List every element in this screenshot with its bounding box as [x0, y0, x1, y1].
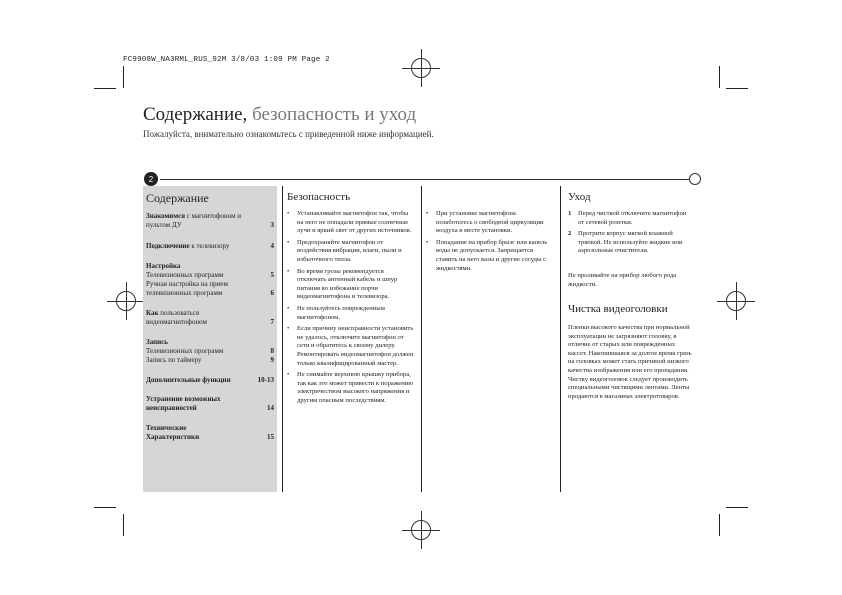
toc-page-number: 6	[270, 289, 274, 297]
crop-mark	[726, 88, 748, 89]
toc-page-number: 15	[267, 433, 274, 441]
crop-mark	[719, 66, 720, 88]
care-steps	[568, 210, 692, 259]
toc-page-number: 10-13	[257, 376, 274, 384]
toc-page-number: 9	[270, 356, 274, 364]
step-number: 1	[568, 210, 572, 217]
toc-entry-bold: Дополнительные функции	[146, 376, 231, 384]
toc-page-number: 14	[267, 404, 274, 412]
toc-entry-text: Ручная настройка на прием телевизионных программ	[146, 280, 228, 297]
crop-mark	[726, 507, 748, 508]
toc-entry-connection	[146, 242, 274, 251]
toc-entry-intro	[146, 212, 274, 230]
crop-mark	[123, 514, 124, 536]
page-number-badge: 2	[144, 172, 158, 186]
safety-item: • Во время грозы рекомендуется отключать антенный кабель и шнур питания во избежание порчи видеомагнитофона и телевизора.	[287, 268, 414, 302]
toc-page-number: 4	[270, 242, 274, 250]
toc-entry-extra	[146, 376, 274, 385]
page-title	[143, 104, 416, 126]
title-rest: безопасность и уход	[247, 104, 417, 125]
step-number: 2	[568, 230, 572, 238]
toc-entry-text: к телевизору	[189, 242, 230, 250]
toc-entry-bold: Как	[146, 309, 159, 317]
safety-item: • Устанавливайте магнитофон так, чтобы на него не попадали прямые солнечные лучи и яркий свет от других источников.	[287, 210, 414, 236]
crop-mark	[94, 88, 116, 89]
safety-item: • Если причину неисправности установить не удалось, отключите магнитофон от сети и обратитесь к своему дилеру. Ремонтировать видеомагнитофон должен только квалифицированный мастер.	[287, 325, 414, 368]
toc-entry-usage	[146, 309, 274, 327]
crop-mark	[123, 66, 124, 88]
care-step	[568, 210, 692, 227]
toc-entry-bold: Знакомимся	[146, 212, 185, 220]
registration-mark-top	[411, 58, 431, 78]
toc-entry-text: пользоваться видеомагнитофоном	[146, 309, 207, 326]
step-text: Протрите корпус мягкой влажной тряпкой. Не используйте жидкие или аэрозольные очистители.	[578, 230, 683, 255]
toc-entry-text: Телевизионных программ	[146, 347, 224, 355]
toc-entry-text: с магнитофоном и пультом ДУ	[146, 212, 241, 229]
toc-entry-bold: Подключение	[146, 242, 190, 250]
safety-list-continued	[426, 210, 553, 276]
toc-entry-text: Телевизионных программ	[146, 271, 224, 279]
toc-entry-recording	[146, 338, 274, 365]
care-note: Не проливайте на прибор любого рода жидкости.	[568, 272, 677, 288]
toc-entry-setup	[146, 262, 274, 298]
cleaning-text: Пленки высокого качества при нормальной эксплуатации не загрязняют головку, в отличие от старых или поврежденных кассет. Накопившаяся за долгое время грязь на головках может стать причиной низкого качества изображения или его пропадания. Чистку видеоголовок следует производить специальными чистящими лентами. Ленты продаются в магазинах электротоваров.	[568, 324, 692, 400]
toc-entry-text: Запись по таймеру	[146, 356, 202, 364]
safety-item: • При установке магнитофона позаботьтесь о свободной циркуляции воздуха в месте установки.	[426, 210, 553, 236]
toc-page-number: 3	[270, 221, 274, 229]
toc-entry-specs	[146, 424, 274, 442]
toc-entry-bold: Запись	[146, 338, 168, 346]
title-main: Содержание,	[143, 104, 248, 125]
crop-mark	[94, 507, 116, 508]
toc-heading: Содержание	[146, 191, 209, 205]
safety-item: • Предохраняйте магнитофон от воздействия вибрации, влаги, пыли и избыточного тепла.	[287, 239, 414, 265]
toc-entry-troubleshooting	[146, 395, 274, 413]
page-subtitle: Пожалуйста, внимательно ознакомьтесь с приведенной ниже информацией.	[143, 129, 434, 139]
registration-mark-right	[726, 291, 746, 311]
toc-entry-bold: Технические Характеристики	[146, 424, 200, 441]
step-text: Перед чисткой отключите магнитофон от сетевой розетки.	[578, 210, 687, 226]
safety-item: • Попадание на прибор брызг или капель воды не допускается. Запрещается ставить на него вазы и другие сосуды с жидкостями.	[426, 239, 553, 273]
registration-mark-bottom	[411, 520, 431, 540]
safety-item: • Не пользуйтесь поврежденным магнитофоном.	[287, 305, 414, 322]
care-step	[568, 230, 692, 256]
registration-mark-left	[116, 291, 136, 311]
toc-entry-bold: Устранение возможных неисправностей	[146, 395, 221, 412]
cleaning-heading: Чистка видеоголовки	[568, 303, 668, 315]
rule-end-circle	[689, 173, 701, 185]
safety-heading: Безопасность	[287, 191, 351, 203]
toc-page-number: 8	[270, 347, 274, 355]
print-slug: FC9908W_NA3RML_RUS_92M 3/8/03 1:09 PM Page 2	[123, 56, 330, 64]
column-divider	[560, 186, 561, 492]
safety-list	[287, 210, 414, 408]
crop-mark	[719, 514, 720, 536]
toc-page-number: 7	[270, 318, 274, 326]
toc-entry-bold: Настройка	[146, 262, 181, 270]
column-divider	[421, 186, 422, 492]
toc-page-number: 5	[270, 271, 274, 279]
column-divider	[282, 186, 283, 492]
safety-item: • Не снимайте верхнюю крышку прибора, так как это может привести к поражению электричеством высокого напряжения и другим опасным последствиям.	[287, 371, 414, 405]
header-rule	[160, 179, 690, 180]
care-heading: Уход	[568, 191, 591, 203]
